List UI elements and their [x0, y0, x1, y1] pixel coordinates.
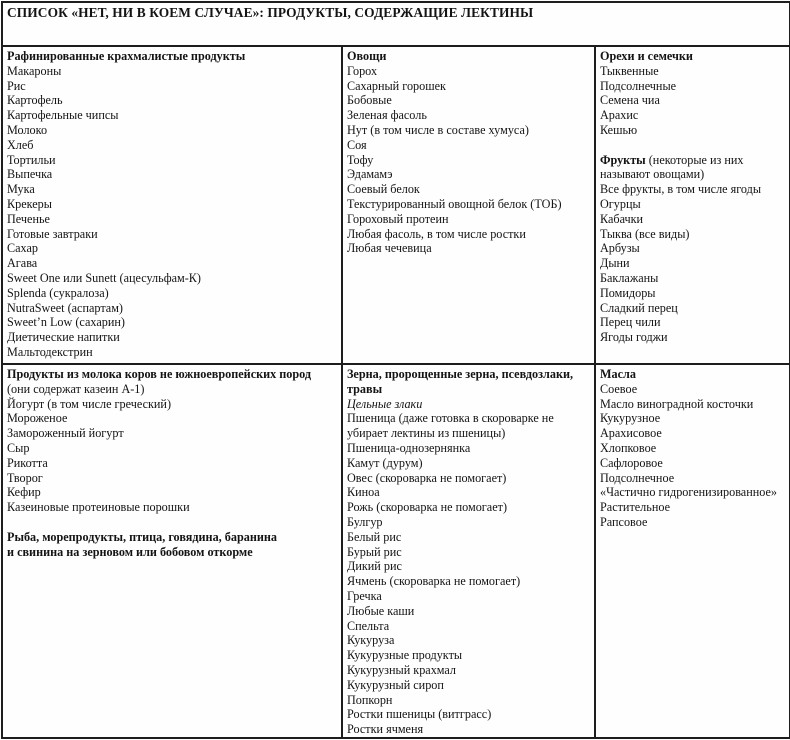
list-item: Молоко — [7, 122, 48, 137]
list-item: Подсолнечные — [600, 78, 677, 93]
list-item: убирает лектины из пшеницы) — [347, 426, 506, 441]
list-item: Дыни — [600, 256, 630, 271]
list-item: Бурый рис — [347, 544, 402, 559]
list-item: Готовые завтраки — [7, 226, 98, 241]
category-header-note: (некоторые из них — [645, 152, 744, 167]
category-header: и свинина на зерновом или бобовом откорме — [7, 544, 253, 559]
table-row — [2, 46, 790, 364]
list-item: Тыква (все виды) — [600, 226, 690, 241]
list-item: Картофель — [7, 93, 63, 108]
list-item: Зеленая фасоль — [347, 108, 427, 123]
list-item: Кукурузный крахмал — [347, 662, 457, 677]
table-cell — [342, 364, 595, 738]
list-item: Соевое — [600, 381, 638, 396]
list-item: Замороженный йогурт — [7, 426, 124, 441]
blank-line — [7, 515, 337, 530]
list-item: Спельта — [347, 618, 390, 633]
category-header: Овощи — [347, 49, 387, 63]
list-item: Соевый белок — [347, 182, 420, 197]
list-item: Мальтодекстрин — [7, 344, 93, 359]
list-item: Выпечка — [7, 167, 53, 182]
list-item: Тофу — [347, 152, 374, 167]
list-item: Хлопковое — [600, 440, 657, 455]
category-header-text: Фрукты — [600, 152, 646, 167]
category-header: Продукты из молока коров не южноевропейских пород — [7, 367, 312, 381]
list-item: Сахар — [7, 241, 38, 256]
list-item: Йогурт (в том числе греческий) — [7, 396, 172, 411]
category-header: Зерна, пророщенные зерна, псевдозлаки, — [347, 367, 574, 381]
list-item: Гороховый протеин — [347, 211, 449, 226]
category-header: Рыба, морепродукты, птица, говядина, баранина — [7, 529, 277, 544]
list-item: NutraSweet (аспартам) — [7, 300, 123, 315]
list-item: Рикотта — [7, 455, 48, 470]
list-item: Картофельные чипсы — [7, 108, 119, 123]
list-item: Sweet One или Sunett (ацесульфам-К) — [7, 270, 201, 285]
table-cell — [342, 46, 595, 364]
list-item: Ростки пшеницы (витграсс) — [347, 707, 492, 722]
list-item: Сладкий перец — [600, 300, 678, 315]
page-title: СПИСОК «НЕТ, НИ В КОЕМ СЛУЧАЕ»: ПРОДУКТЫ, СОДЕРЖАЩИЕ ЛЕКТИНЫ — [2, 2, 790, 46]
list-item: Растительное — [600, 500, 670, 515]
list-item: Кукурузное — [600, 411, 661, 426]
list-item: Творог — [7, 470, 43, 485]
list-item: Кешью — [600, 122, 638, 137]
list-item: Казеиновые протеиновые порошки — [7, 500, 190, 515]
list-item: Рожь (скороварка не помогает) — [347, 500, 508, 515]
list-item: Текстурированный овощной белок (ТОБ) — [347, 196, 562, 211]
list-item: Splenda (сукралоза) — [7, 285, 109, 300]
list-item: Любая чечевица — [347, 241, 432, 256]
list-item: Мука — [7, 182, 35, 197]
list-item: Соя — [347, 137, 367, 152]
list-item: Баклажаны — [600, 270, 659, 285]
list-item: Киноа — [347, 485, 380, 500]
list-item: Кефир — [7, 485, 41, 500]
table-cell — [595, 46, 790, 364]
list-item: Тортильи — [7, 152, 56, 167]
list-item: Огурцы — [600, 196, 641, 211]
list-item: называют овощами) — [600, 167, 705, 182]
category-header — [600, 153, 785, 168]
list-item: Ячмень (скороварка не помогает) — [347, 574, 521, 589]
blank-line — [600, 138, 785, 153]
list-item: Любые каши — [347, 603, 415, 618]
list-item: Рапсовое — [600, 514, 648, 529]
list-item: Помидоры — [600, 285, 656, 300]
list-item: Арахисовое — [600, 426, 662, 441]
list-item: Эдамамэ — [347, 167, 393, 182]
list-item: Любая фасоль, в том числе ростки — [347, 226, 526, 241]
table-cell — [595, 364, 790, 738]
list-item: Кукурузный сироп — [347, 677, 444, 692]
list-item: Агава — [7, 256, 38, 271]
list-item: Кукурузные продукты — [347, 648, 463, 663]
list-item: Сахарный горошек — [347, 78, 446, 93]
list-item: Масло виноградной косточки — [600, 396, 754, 411]
list-item: Подсолнечное — [600, 470, 675, 485]
category-header: травы — [347, 381, 383, 396]
category-header: Масла — [600, 367, 636, 381]
list-item: Горох — [347, 63, 378, 78]
list-item: Печенье — [7, 211, 50, 226]
list-item: Попкорн — [347, 692, 393, 707]
list-item: Ростки ячменя — [347, 722, 424, 737]
list-item: Арахис — [600, 108, 639, 123]
table-cell — [2, 46, 342, 364]
list-item: Нут (в том числе в составе хумуса) — [347, 122, 529, 137]
list-item: Все фрукты, в том числе ягоды — [600, 182, 762, 197]
list-item: Мороженое — [7, 411, 68, 426]
list-item: «Частично гидрогенизированное» — [600, 485, 777, 500]
list-item: Сыр — [7, 440, 30, 455]
list-item: Камут (дурум) — [347, 455, 423, 470]
list-item: Арбузы — [600, 241, 640, 256]
list-item: Семена чиа — [600, 93, 660, 108]
list-item: Пшеница-однозернянка — [347, 440, 471, 455]
list-item: Ягоды годжи — [600, 330, 668, 345]
list-item: Дикий рис — [347, 559, 402, 574]
list-item: Перец чили — [600, 315, 661, 330]
category-header: Рафинированные крахмалистые продукты — [7, 49, 246, 63]
list-item: Сафлоровое — [600, 455, 663, 470]
lectin-food-table — [1, 1, 790, 739]
category-header: Орехи и семечки — [600, 49, 693, 63]
table-row — [2, 364, 790, 738]
list-item: Кабачки — [600, 211, 644, 226]
subcategory-header: Цельные злаки — [347, 396, 423, 411]
list-item: Булгур — [347, 514, 383, 529]
list-item: Хлеб — [7, 137, 34, 152]
list-item: Пшеница (даже готовка в скороварке не — [347, 411, 554, 426]
list-item: Бобовые — [347, 93, 392, 108]
list-item: Sweet’n Low (сахарин) — [7, 315, 125, 330]
list-item: Крекеры — [7, 196, 52, 211]
list-item: Белый рис — [347, 529, 402, 544]
list-item: Гречка — [347, 588, 382, 603]
list-item: (они содержат казеин А-1) — [7, 381, 145, 396]
list-item: Овес (скороварка не помогает) — [347, 470, 507, 485]
list-item: Рис — [7, 78, 26, 93]
list-item: Диетические напитки — [7, 330, 120, 345]
list-item: Тыквенные — [600, 63, 659, 78]
list-item: Кукуруза — [347, 633, 395, 648]
title-row — [2, 2, 790, 46]
table-cell — [2, 364, 342, 738]
list-item: Макароны — [7, 63, 62, 78]
